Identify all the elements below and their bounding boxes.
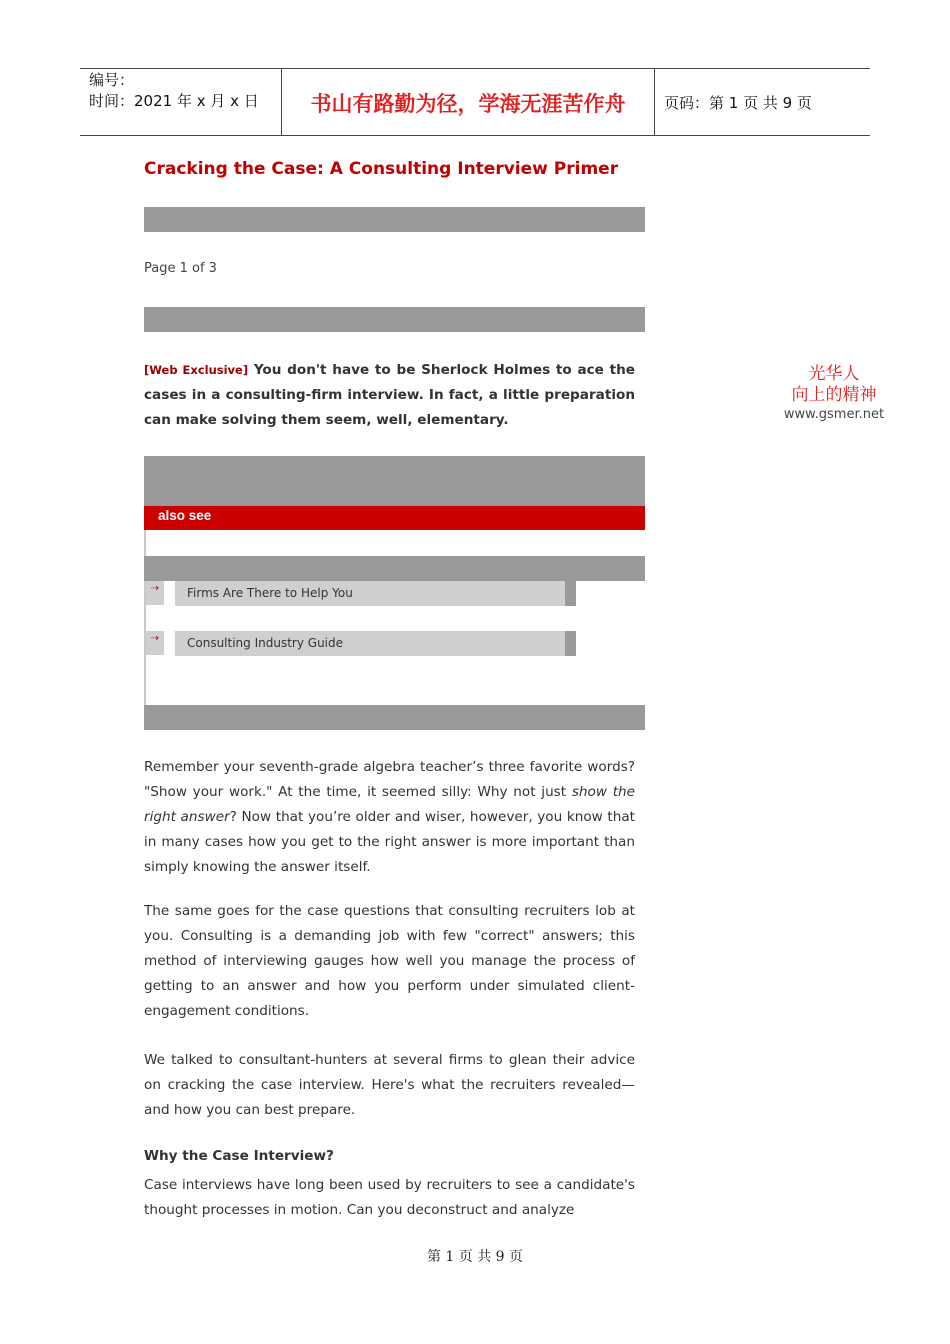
also-see-link-label[interactable]: Consulting Industry Guide: [175, 631, 565, 656]
body-paragraph-2: The same goes for the case questions that consulting recruiters lob at you. Consulting is a demanding job with few "correct" answers; this method of interviewing gauges how well you manage the process of getting to an answer and how you perform under simulated client-engagement conditions.: [144, 903, 635, 1019]
body-paragraph-1: [144, 755, 635, 880]
stamp-url: www.gsmer.net: [783, 407, 885, 422]
p1-text-b: ? Now that you’re older and wiser, however, you know that in many cases how you get to the right answer is more important than simply knowing the answer itself.: [144, 809, 636, 875]
also-see-header-bar: [144, 456, 645, 506]
header-top-rule: [80, 68, 870, 69]
stamp-line-2: 向上的精神: [791, 385, 877, 405]
also-see-label-bar: [144, 506, 645, 530]
intro-text: You don't have to be Sherlock Holmes to ace the cases in a consulting-firm interview. In fact, a little preparation can make solving them seem, well, elementary.: [144, 362, 635, 428]
also-see-link[interactable]: [144, 631, 576, 656]
web-exclusive-tag: [Web Exclusive]: [144, 363, 249, 377]
header-meta: [89, 70, 259, 112]
also-see-label: also see: [158, 508, 212, 523]
also-see-link-label[interactable]: Firms Are There to Help You: [175, 581, 565, 606]
also-see-mid-bar: [144, 556, 645, 581]
also-see-link[interactable]: [144, 581, 576, 606]
arrow-right-icon: ⇢: [146, 581, 164, 605]
also-see-box: [144, 456, 645, 730]
header-motto: 书山有路勤为径，学海无涯苦作舟: [310, 91, 626, 116]
header-bottom-rule: [80, 135, 870, 136]
header-time-label: 时间：2021 年 x 月 x 日: [89, 92, 259, 110]
divider-bar-mid: [144, 307, 645, 332]
body-paragraph-3: We talked to consultant-hunters at several firms to glean their advice on cracking the case interview. Here's what the recruiters revealed—and how you can best prepare.: [144, 1052, 635, 1118]
divider-bar-top: [144, 207, 645, 232]
body-paragraph-4: Case interviews have long been used by recruiters to see a candidate's thought processes in motion. Can you deconstruct and analyze: [144, 1177, 635, 1218]
arrow-right-icon: ⇢: [146, 631, 164, 655]
article-intro: [144, 358, 635, 433]
link-end-cap: [565, 631, 576, 656]
p1-text-a: Remember your seventh-grade algebra teacher’s three favorite words? "Show your work." At the time, it seemed silly: Why not just: [144, 759, 635, 800]
article-title: Cracking the Case: A Consulting Interview Primer: [144, 159, 619, 179]
header-number-label: 编号：: [89, 71, 135, 89]
header-page-info: 页码：第 1 页 共 9 页: [664, 94, 812, 112]
link-end-cap: [565, 581, 576, 606]
watermark-stamp: [778, 364, 890, 424]
page-footer: 第 1 页 共 9 页: [426, 1249, 524, 1265]
header-divider-right: [654, 68, 655, 136]
page-indicator: Page 1 of 3: [144, 261, 217, 276]
stamp-line-1: 光华人: [808, 364, 860, 384]
p1-emphasis: show the right answer: [144, 784, 635, 825]
also-see-footer-bar: [144, 705, 645, 730]
section-heading: Why the Case Interview?: [144, 1148, 334, 1164]
